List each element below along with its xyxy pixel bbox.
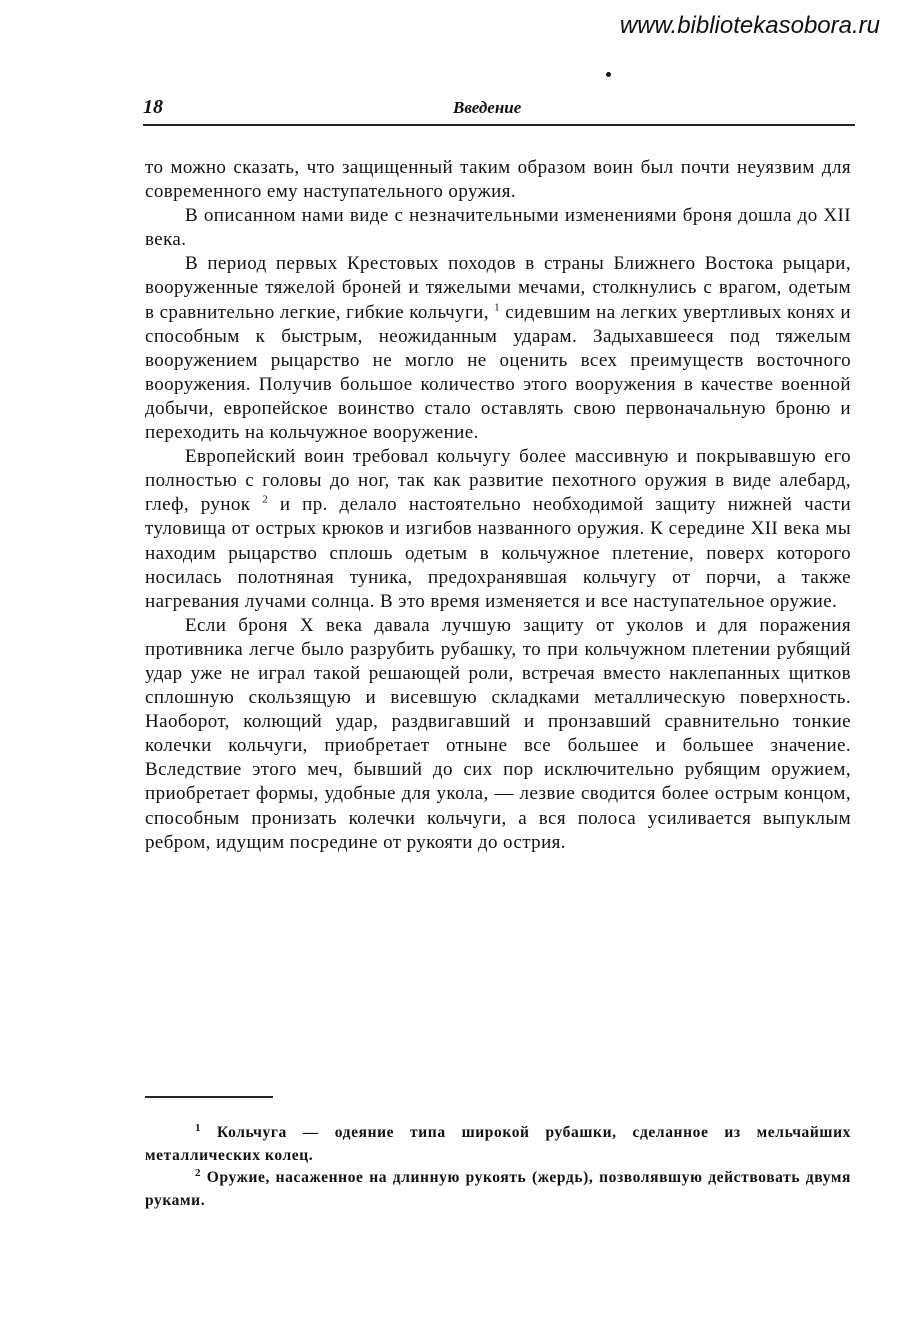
running-head: Введение — [453, 98, 522, 117]
page-number: 18 — [143, 96, 163, 118]
footnote — [145, 1167, 851, 1212]
footnotes — [145, 1122, 851, 1212]
main-text — [145, 156, 851, 855]
paragraph — [145, 252, 851, 445]
paragraph: Если броня X века давала лучшую защиту от уколов и для поражения противника легче было разрубить рубашку, то при кольчужном плетении рубящий удар уже не играл такой решающей роли, встречая вместо наклепанных щитков сплошную скользящую и висевшую складками металлическую поверхность. Наоборот, колющий удар, раздвигавший и пронзавший сравнительно тонкие колечки кольчуги, приобретает отныне все большее и большее значение. Вследствие этого меч, бывший до сих пор исключительно рубящим оружием, приобретает формы, удобные для укола, — лезвие сводится более острым концом, способным пронизать колечки кольчуги, а вся полоса усиливается выпуклым ребром, идущим посредине от рукояти до острия. — [145, 614, 851, 853]
footnote-mark: 1 — [195, 1121, 202, 1134]
footnote-text: Кольчуга — одеяние типа широкой рубашки, сделанное из мельчайших металлических колец. — [145, 1124, 851, 1164]
site-watermark: www.bibliotekasobora.ru — [619, 12, 880, 39]
paragraph-text: сидевшим на легких увертливых конях и способным к быстрым, неожиданным ударам. Задыхавшееся под тяжелым вооружением рыцарство не могло не оценить всех преимуществ восточного вооружения. Получив большое количество этого вооружения в качестве военной добычи, европейское воинство стало оставлять свою первоначальную броню и переходить на кольчужное вооружение. — [145, 301, 851, 444]
page-header — [143, 96, 855, 126]
header-rule — [143, 124, 855, 126]
footnote-text: Оружие, насаженное на длинную рукоять (жердь), позволявшую действовать двумя руками. — [145, 1169, 851, 1209]
paragraph-text: Европейский воин требовал кольчугу более массивную и покрывавшую его полностью с головы до ног, так как развитие пехотного оружия в виде алебард, глеф, рунок — [145, 446, 851, 516]
footnote-mark: 2 — [195, 1166, 202, 1179]
paragraph — [145, 445, 851, 614]
footnote — [145, 1122, 851, 1167]
paragraph: то можно сказать, что защищенный таким образом воин был почти неуязвим для современного ему наступательного оружия. — [145, 157, 851, 203]
footnote-ref: 2 — [262, 493, 269, 506]
paragraph-text: В период первых Крестовых походов в страны Ближнего Востока рыцари, вооруженные тяжелой броней и тяжелыми мечами, столкнулись с врагом, одетым в сравнительно легкие, гибкие кольчуги, — [145, 253, 851, 323]
footnote-separator — [145, 1096, 273, 1098]
scan-speck — [606, 72, 611, 77]
paragraph-text: и пр. делало настоятельно необходимой защиту нижней части туловища от острых крюков и изгибов названного оружия. К середине XII века мы находим рыцарство сплошь одетым в кольчужное плетение, поверх которого носилась полотняная туника, предохранявшая кольчугу от порчи, а также нагревания лучами солнца. В это время изменяется и все наступательное оружие. — [145, 494, 852, 612]
paragraph: В описанном нами виде с незначительными изменениями броня дошла до XII века. — [145, 205, 851, 251]
footnote-ref: 1 — [494, 301, 500, 314]
